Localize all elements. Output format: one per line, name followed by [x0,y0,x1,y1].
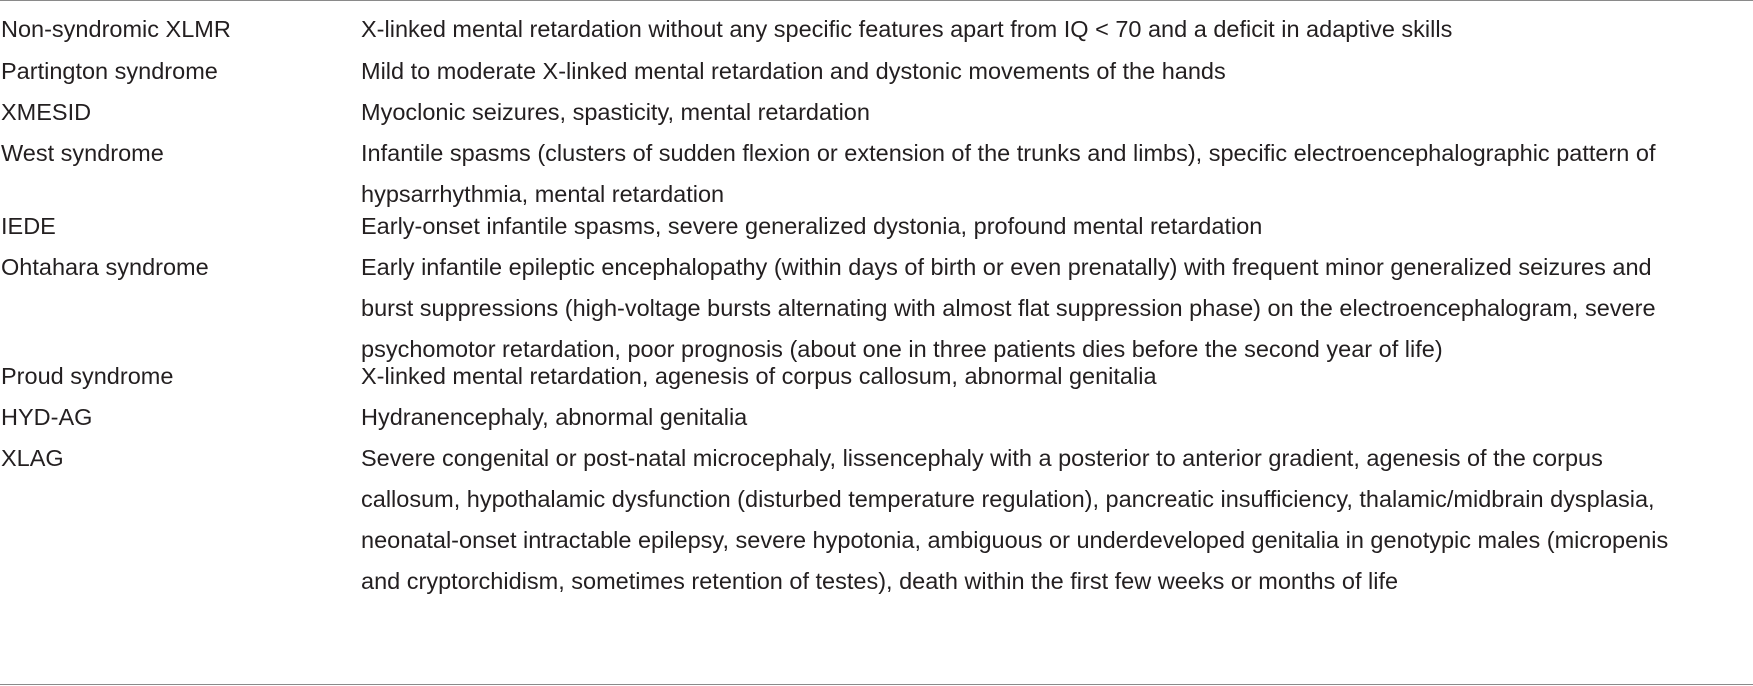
table-top-rule [0,0,1753,1]
syndrome-name: Non-syndromic XLMR [1,16,231,42]
description-line: psychomotor retardation, poor prognosis (about one in three patients dies before the second year of life) [361,336,1443,362]
description-line: X-linked mental retardation without any specific features apart from IQ < 70 and a deficit in adaptive skills [361,16,1453,42]
syndrome-description [361,397,1753,438]
syndrome-description [361,9,1753,50]
syndrome-name: Proud syndrome [1,363,174,389]
description-line: Early-onset infantile spasms, severe generalized dystonia, profound mental retardation [361,213,1263,239]
table-bottom-rule [0,684,1753,685]
syndrome-name: Ohtahara syndrome [1,254,209,280]
description-line: X-linked mental retardation, agenesis of corpus callosum, abnormal genitalia [361,363,1157,389]
syndrome-description [361,51,1753,92]
description-line: Myoclonic seizures, spasticity, mental retardation [361,99,870,125]
description-line: burst suppressions (high-voltage bursts alternating with almost flat suppression phase) on the electroencephalogram, severe [361,295,1656,321]
syndrome-name: HYD-AG [1,404,93,430]
syndrome-description [361,133,1753,215]
syndrome-description [361,206,1753,247]
description-line: Infantile spasms (clusters of sudden flexion or extension of the trunks and limbs), specific electroencephalographic pattern of [361,140,1656,166]
description-line: and cryptorchidism, sometimes retention of testes), death within the first few weeks or months of life [361,568,1399,594]
syndrome-description [361,356,1753,397]
description-line: Mild to moderate X-linked mental retardation and dystonic movements of the hands [361,58,1226,84]
description-line: neonatal-onset intractable epilepsy, severe hypotonia, ambiguous or underdeveloped genitalia in genotypic males (micropenis [361,527,1669,553]
syndrome-name: XLAG [1,445,64,471]
description-line: Severe congenital or post-natal microcephaly, lissencephaly with a posterior to anterior gradient, agenesis of the corpus [361,445,1603,471]
syndrome-name: IEDE [1,213,56,239]
syndrome-name: West syndrome [1,140,164,166]
syndrome-name: Partington syndrome [1,58,218,84]
description-line: hypsarrhythmia, mental retardation [361,181,725,207]
description-line: callosum, hypothalamic dysfunction (disturbed temperature regulation), pancreatic insufficiency, thalamic/midbrain dysplasia, [361,486,1655,512]
syndrome-description [361,247,1753,370]
description-line: Hydranencephaly, abnormal genitalia [361,404,748,430]
syndrome-description [361,438,1753,602]
syndrome-name: XMESID [1,99,92,125]
syndrome-description [361,92,1753,133]
description-line: Early infantile epileptic encephalopathy (within days of birth or even prenatally) with frequent minor generalized seizures and [361,254,1652,280]
